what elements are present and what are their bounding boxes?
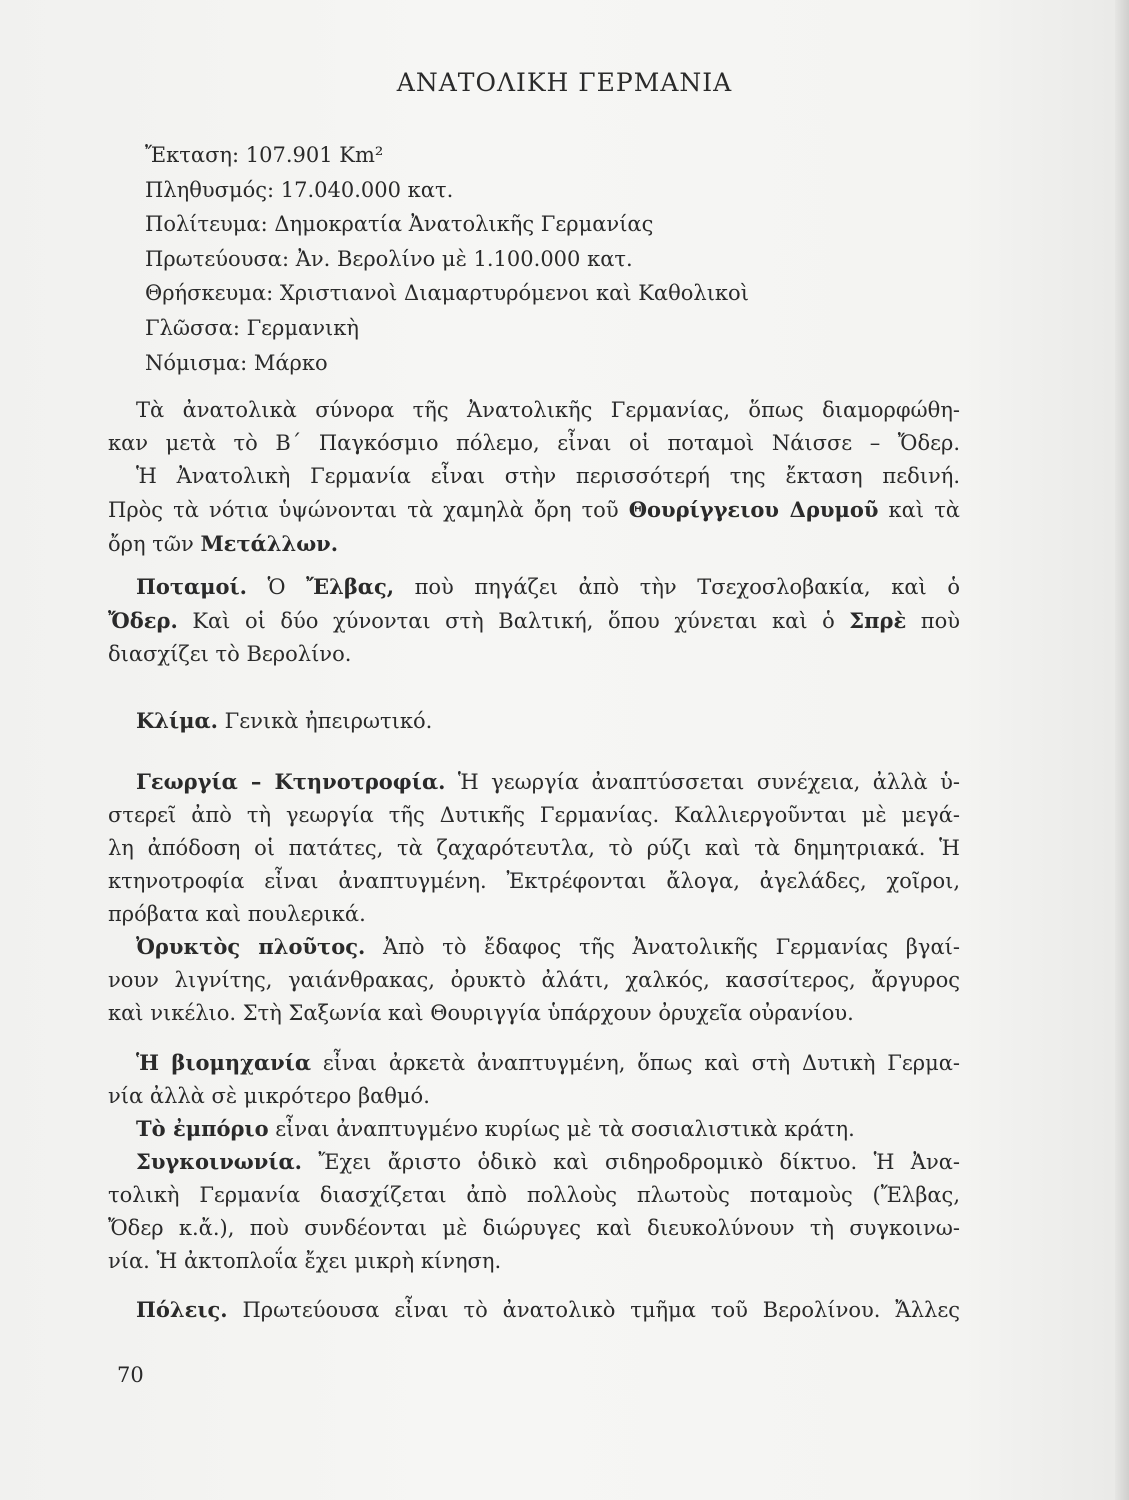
term-thuringian-forest: Θουρίγγειου Δρυμοῦ	[628, 497, 879, 522]
text-line: Τὰ ἀνατολικὰ σύνορα τῆς Ἀνατολικῆς Γερμανίας, ὅπως διαμορφώθη-	[136, 398, 960, 422]
text-line: Πρὸς τὰ νότια ὑψώνονται τὰ χαμηλὰ ὄρη τοῦ Θουρίγγειου Δρυμοῦ καὶ τὰ	[108, 497, 960, 522]
section-heading: Πόλεις.	[136, 1297, 228, 1322]
page-number: 70	[117, 1363, 144, 1387]
fact-religion: Θρήσκευμα: Χριστιανοὶ Διαμαρτυρόμενοι καὶ Καθολικοὶ	[145, 281, 749, 306]
page-edge	[1115, 0, 1129, 1500]
agriculture-paragraph	[108, 765, 960, 931]
page-title: ΑΝΑΤΟΛΙΚΗ ΓΕΡΜΑΝΙΑ	[396, 68, 733, 97]
text-line: Ὄδερ. Καὶ οἱ δύο χύνονται στὴ Βαλτική, ὅπου χύνεται καὶ ὁ Σπρὲ ποὺ	[108, 608, 960, 633]
text-line: τολικὴ Γερμανία διασχίζεται ἀπὸ πολλοὺς πλωτοὺς ποταμοὺς (Ἔλβας,	[108, 1183, 960, 1207]
section-heading: Ποταμοί.	[136, 574, 247, 599]
fact-capital: Πρωτεύουσα: Ἀν. Βερολίνο μὲ 1.100.000 κατ.	[145, 246, 633, 271]
borders-paragraph	[108, 394, 960, 561]
fact-population: Πληθυσμός: 17.040.000 κατ.	[145, 177, 454, 202]
fact-currency: Νόμισμα: Μάρκο	[145, 350, 328, 375]
fact-language: Γλῶσσα: Γερμανικὴ	[145, 315, 359, 340]
minerals-paragraph	[108, 930, 960, 1030]
text-line: κτηνοτροφία εἶναι ἀναπτυγμένη. Ἐκτρέφονται ἄλογα, ἀγελάδες, χοῖροι,	[108, 869, 960, 893]
text-line: Ὄδερ κ.ἄ.), ποὺ συνδέονται μὲ διώρυγες καὶ διευκολύνουν τὴ συγκοινω-	[108, 1216, 960, 1240]
text-line: νία ἀλλὰ σὲ μικρότερο βαθμό.	[108, 1084, 430, 1108]
text-line: στερεῖ ἀπὸ τὴ γεωργία τῆς Δυτικῆς Γερμανίας. Καλλιεργοῦνται μὲ μεγά-	[108, 803, 960, 827]
text-line: Ἡ Ἀνατολικὴ Γερμανία εἶναι στὴν περισσότερή της ἔκταση πεδινή.	[136, 464, 960, 488]
text-line: νουν λιγνίτης, γαιάνθρακας, ὀρυκτὸ ἀλάτι, χαλκός, κασσίτερος, ἄργυρος	[108, 968, 960, 992]
fact-area: Ἔκταση: 107.901 Km²	[145, 143, 384, 167]
text-line: Ἡ βιομηχανία εἶναι ἀρκετὰ ἀναπτυγμένη, ὅπως καὶ στὴ Δυτικὴ Γερμα-	[136, 1050, 960, 1075]
section-heading: Ἡ βιομηχανία	[136, 1050, 312, 1075]
section-heading: Συγκοινωνία.	[136, 1149, 302, 1174]
text-line: Πόλεις. Πρωτεύουσα εἶναι τὸ ἀνατολικὸ τμῆμα τοῦ Βερολίνου. Ἄλλες	[136, 1297, 960, 1322]
text-line: διασχίζει τὸ Βερολίνο.	[108, 642, 352, 666]
text-line: λη ἀπόδοση οἱ πατάτες, τὰ ζαχαρότευτλα, τὸ ρύζι καὶ τὰ δημητριακά. Ἡ	[108, 836, 960, 860]
text-line: νία. Ἡ ἀκτοπλοΐα ἔχει μικρὴ κίνηση.	[108, 1249, 502, 1273]
text-line: Ὀρυκτὸς πλοῦτος. Ἀπὸ τὸ ἔδαφος τῆς Ἀνατολικῆς Γερμανίας βγαί-	[136, 934, 960, 959]
text-line: Συγκοινωνία. Ἔχει ἄριστο ὁδικὸ καὶ σιδηροδρομικὸ δίκτυο. Ἡ Ἀνα-	[136, 1149, 960, 1174]
section-heading: Κλίμα.	[136, 708, 218, 733]
text-line: καν μετὰ τὸ Β΄ Παγκόσμιο πόλεμο, εἶναι οἱ ποταμοὶ Νάισσε – Ὄδερ.	[108, 431, 960, 455]
text-line: καὶ νικέλιο. Στὴ Σαξωνία καὶ Θουριγγία ὑπάρχουν ὀρυχεῖα οὐρανίου.	[108, 1001, 854, 1025]
text-line: Γεωργία – Κτηνοτροφία. Ἡ γεωργία ἀναπτύσσεται συνέχεια, ἀλλὰ ὑ-	[136, 769, 960, 794]
section-heading: Ὀρυκτὸς πλοῦτος.	[136, 934, 366, 959]
rivers-paragraph	[108, 570, 960, 671]
term-ore-mountains: Μετάλλων.	[200, 531, 339, 556]
cities-paragraph	[108, 1293, 960, 1327]
text-line: ὄρη τῶν Μετάλλων.	[108, 531, 339, 556]
transport-paragraph	[108, 1145, 960, 1278]
industry-paragraph	[108, 1046, 960, 1113]
section-heading: Γεωργία – Κτηνοτροφία.	[136, 769, 446, 794]
text-line: πρόβατα καὶ πουλερικά.	[108, 902, 366, 926]
text-line: Κλίμα. Γενικὰ ἠπειρωτικό.	[136, 708, 433, 733]
text-line: Τὸ ἐμπόριο εἶναι ἀναπτυγμένο κυρίως μὲ τὰ σοσιαλιστικὰ κράτη.	[136, 1116, 855, 1141]
country-facts	[145, 138, 749, 380]
fact-government: Πολίτευμα: Δημοκρατία Ἀνατολικῆς Γερμανίας	[145, 212, 654, 237]
climate-paragraph	[108, 704, 960, 738]
text-line: Ποταμοί. Ὁ Ἔλβας, ποὺ πηγάζει ἀπὸ τὴν Τσεχοσλοβακία, καὶ ὁ	[136, 574, 960, 599]
trade-paragraph	[108, 1112, 960, 1146]
section-heading: Τὸ ἐμπόριο	[136, 1116, 269, 1141]
